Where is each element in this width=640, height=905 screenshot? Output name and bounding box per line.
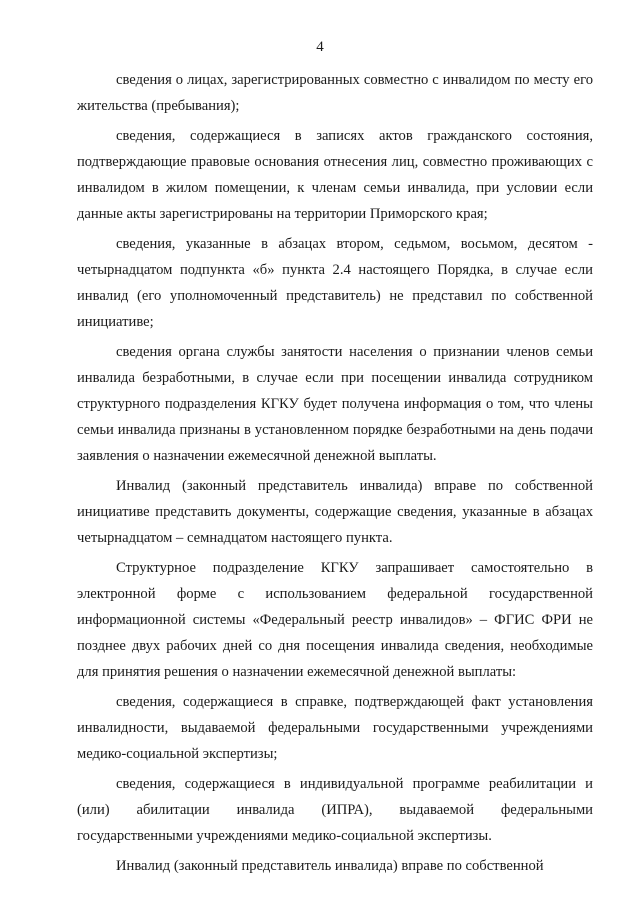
paragraph: Инвалид (законный представитель инвалида) вправе по собственной инициативе представить документы, содержащие сведения, указанные в абзацах четырнадцатом – семнадцатом настоящего пункта. bbox=[77, 478, 593, 546]
paragraph: сведения, содержащиеся в индивидуальной программе реабилитации и (или) абилитации инвалида (ИПРА), выдаваемой федеральными государственными учреждениями медико-социальной экспертизы. bbox=[77, 776, 593, 844]
paragraph: сведения, указанные в абзацах втором, седьмом, восьмом, десятом - четырнадцатом подпункта «б» пункта 2.4 настоящего Порядка, в случае если инвалид (его уполномоченный представитель) не представил по собственной инициативе; bbox=[77, 236, 593, 330]
paragraph: сведения о лицах, зарегистрированных совместно с инвалидом по месту его жительства (пребывания); bbox=[77, 72, 593, 114]
paragraph: сведения, содержащиеся в записях актов гражданского состояния, подтверждающие правовые основания отнесения лиц, совместно проживающих с инвалидом в жилом помещении, к членам семьи инвалида, при условии если данные акты зарегистрированы на территории Приморского края; bbox=[77, 128, 593, 222]
document-body bbox=[77, 67, 593, 883]
paragraph: сведения, содержащиеся в справке, подтверждающей факт установления инвалидности, выдаваемой федеральными государственными учреждениями медико-социальной экспертизы; bbox=[77, 694, 593, 762]
page-number: 4 bbox=[316, 39, 324, 55]
paragraph: Инвалид (законный представитель инвалида) вправе по собственной bbox=[116, 858, 544, 874]
paragraph: Структурное подразделение КГКУ запрашивает самостоятельно в электронной форме с использованием федеральной государственной информационной системы «Федеральный реестр инвалидов» – ФГИС ФРИ не позднее двух рабочих дней со дня посещения инвалида сведения, необходимые для принятия решения о назначении ежемесячной денежной выплаты: bbox=[77, 560, 593, 680]
paragraph: сведения органа службы занятости населения о признании членов семьи инвалида безработными, в случае если при посещении инвалида сотрудником структурного подразделения КГКУ будет получена информация о том, что члены семьи инвалида признаны в установленном порядке безработными на день подачи заявления о назначении ежемесячной денежной выплаты. bbox=[77, 344, 593, 464]
